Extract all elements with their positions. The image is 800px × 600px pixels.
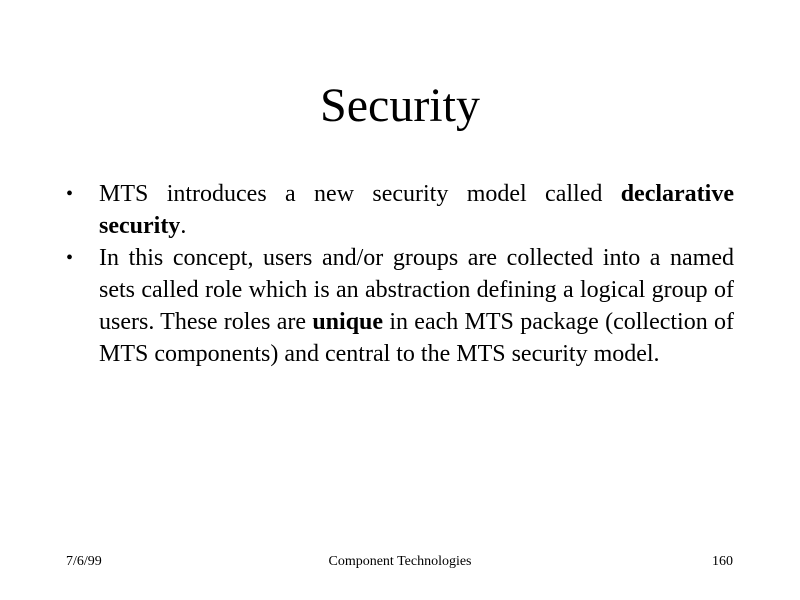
footer-date: 7/6/99 [66,554,102,569]
footer-course-title: Component Technologies [328,554,472,569]
bullet-text: MTS introduces a new security model called [99,181,621,207]
slide-title: Security [320,79,480,132]
bullet-list [66,178,734,370]
footer-page-number: 160 [712,554,733,569]
bullet-icon: • [66,183,74,205]
bullet-item-declarative-security [66,178,734,242]
bullet-icon: • [66,247,74,269]
bullet-text-end: in each MTS package (collection of MTS components) and central to the MTS security model. [99,309,734,367]
bullet-emphasis: declarative security [99,181,734,239]
bullet-item-roles [66,242,734,370]
bullet-text-end: . [180,213,187,239]
bullet-text: In this concept, users and/or groups are collected into a named sets called role which is an abstraction defining a logical group of users. These roles are [99,245,734,335]
bullet-emphasis: unique [312,309,384,335]
